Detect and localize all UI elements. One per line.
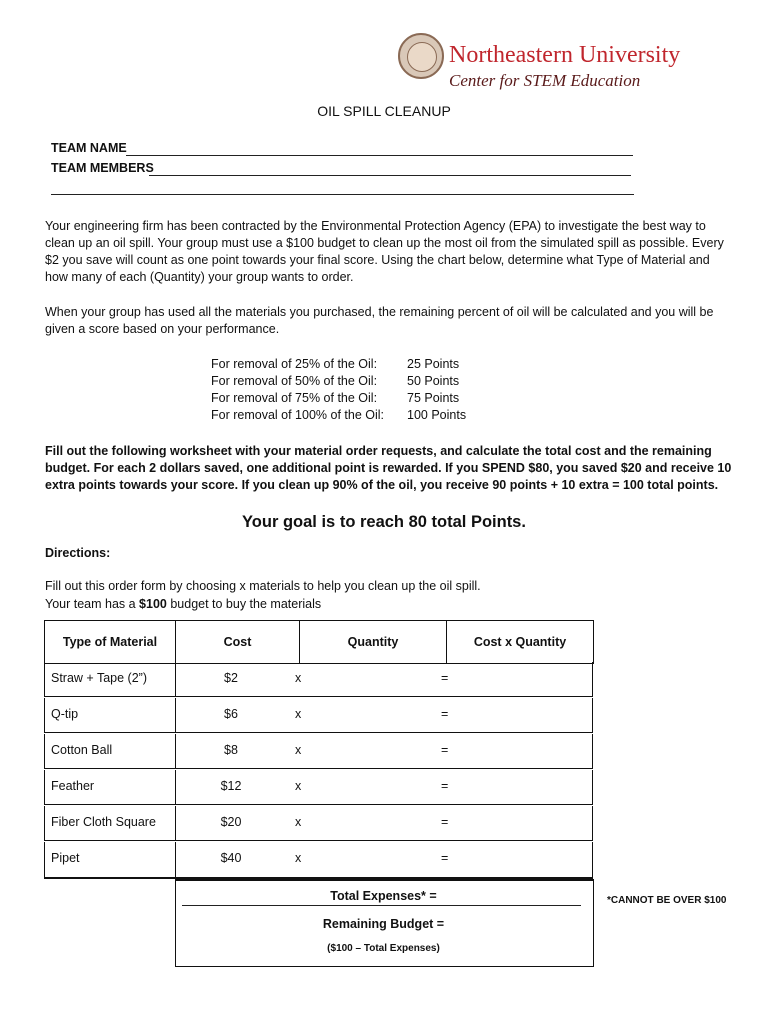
material-cell: Fiber Cloth Square <box>51 815 156 829</box>
team-name-label: TEAM NAME <box>51 141 127 155</box>
cost-x-quantity-input[interactable]: = <box>441 707 449 721</box>
table-row <box>44 662 593 697</box>
university-name: Northeastern University <box>449 42 681 68</box>
points-row: For removal of 100% of the Oil: 100 Points <box>211 408 467 422</box>
directions-line-1: Fill out this order form by choosing x materials to help you clean up the oil spill. <box>45 579 481 593</box>
cost-cell: $6 <box>224 707 238 721</box>
order-table <box>44 620 594 664</box>
header-cost: Cost <box>176 621 300 664</box>
cost-cell: $2 <box>224 671 238 685</box>
points-row: For removal of 50% of the Oil: 50 Points <box>211 374 460 388</box>
team-members-label: TEAM MEMBERS <box>51 161 154 175</box>
quantity-input[interactable]: x <box>295 707 302 721</box>
instructions-paragraph: Fill out the following worksheet with your material order requests, and calculate the total cost and the remaining budget. For each 2 dollars saved, one additional point is rewarded. If you SPEND $80, you saved $20 and receive 10 extra points towards your score. If you clean up 90% of the oil, you receive 90 points + 10 extra = 100 total points. <box>45 444 732 492</box>
table-header-row <box>45 621 594 664</box>
header-cost-x-quantity: Cost x Quantity <box>447 621 594 664</box>
total-expenses-label: Total Expenses* = <box>330 889 437 903</box>
budget-note: *CANNOT BE OVER $100 <box>607 895 727 906</box>
directions-line-2: Your team has a $100 budget to buy the materials <box>45 597 322 611</box>
university-seal-icon <box>398 33 444 79</box>
page-title: OIL SPILL CLEANUP <box>317 103 451 119</box>
intro-paragraph: Your engineering firm has been contracted by the Environmental Protection Agency (EPA) to investigate the best way to clean up an oil spill. Your group must use a $100 budget to clean up the most oil from the simulated spill as possible. Every $2 you save will count as one point towards your final score. Using the chart below, determine what Type of Material and how many of each (Quantity) your group wants to order. <box>45 219 724 284</box>
header-quantity: Quantity <box>300 621 447 664</box>
header-material: Type of Material <box>45 621 176 664</box>
center-name: Center for STEM Education <box>449 71 641 90</box>
goal-heading: Your goal is to reach 80 total Points. <box>242 513 526 531</box>
material-cell: Pipet <box>51 851 80 865</box>
material-cell: Straw + Tape (2”) <box>51 671 147 685</box>
cost-x-quantity-input[interactable]: = <box>441 851 449 865</box>
cost-x-quantity-input[interactable]: = <box>441 815 449 829</box>
cost-cell: $20 <box>220 815 242 829</box>
material-cell: Q-tip <box>51 707 79 721</box>
team-members-line-2 <box>51 194 634 195</box>
points-list <box>211 356 466 424</box>
quantity-input[interactable]: x <box>295 815 302 829</box>
cost-cell: $12 <box>220 779 242 793</box>
table-row <box>44 842 593 879</box>
remaining-budget-formula: ($100 – Total Expenses) <box>327 943 440 954</box>
quantity-input[interactable]: x <box>295 851 302 865</box>
quantity-input[interactable]: x <box>295 671 302 685</box>
quantity-input[interactable]: x <box>295 779 302 793</box>
team-name-line <box>126 155 633 156</box>
directions-heading: Directions: <box>45 546 111 560</box>
quantity-input[interactable]: x <box>295 743 302 757</box>
remaining-budget-label: Remaining Budget = <box>322 917 445 931</box>
table-row <box>44 770 593 805</box>
table-row <box>44 806 593 841</box>
points-row: For removal of 25% of the Oil: 25 Points <box>211 357 460 371</box>
total-expenses-line[interactable] <box>182 905 581 906</box>
cost-cell: $40 <box>220 851 242 865</box>
cost-x-quantity-input[interactable]: = <box>441 743 449 757</box>
cost-x-quantity-input[interactable]: = <box>441 779 449 793</box>
cost-cell: $8 <box>224 743 238 757</box>
team-members-line <box>149 175 631 176</box>
table-row <box>44 698 593 733</box>
points-row: For removal of 75% of the Oil: 75 Points <box>211 391 460 405</box>
material-cell: Cotton Ball <box>51 743 113 757</box>
cost-x-quantity-input[interactable]: = <box>441 671 449 685</box>
material-cell: Feather <box>51 779 95 793</box>
table-row <box>44 734 593 769</box>
score-paragraph: When your group has used all the materials you purchased, the remaining percent of oil will be calculated and you will be given a score based on your performance. <box>45 305 714 336</box>
